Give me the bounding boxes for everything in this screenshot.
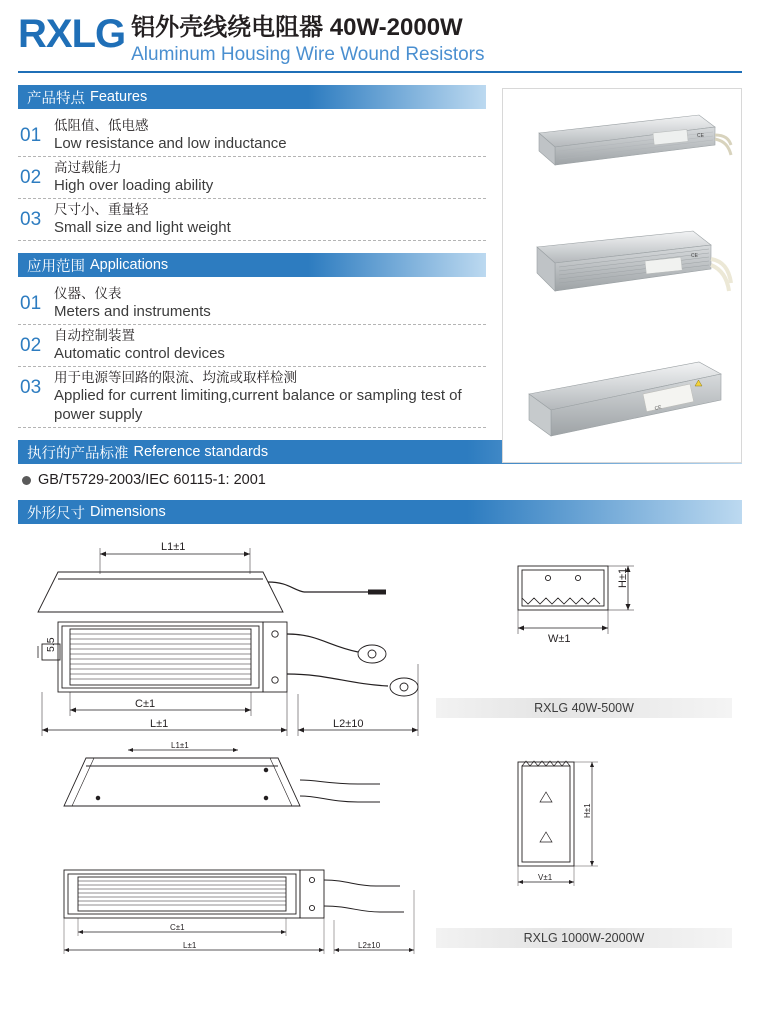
- list-item: [18, 157, 486, 199]
- list-item-text-cn: 用于电源等回路的限流、均流或取样检测: [54, 370, 297, 385]
- caption-large-range: RXLG 1000W-2000W: [436, 928, 732, 948]
- list-item: [18, 115, 486, 157]
- svg-text:CE: CE: [697, 133, 704, 139]
- resistor-image-large: [503, 338, 743, 463]
- features-section-bar: [18, 85, 486, 109]
- brand-logo: RXLG: [18, 12, 126, 56]
- list-item-text-cn: 自动控制装置: [54, 328, 135, 343]
- applications-bar-label-en: Applications: [90, 257, 169, 273]
- list-item-text-en: Applied for current limiting,current balance or sampling test of power supply: [54, 387, 462, 423]
- features-bar-label-cn: 产品特点: [27, 90, 85, 107]
- product-photo-middle: [503, 213, 741, 337]
- list-item-number: 02: [20, 335, 42, 356]
- standards-bar-label-cn: 执行的产品标准: [27, 445, 129, 462]
- dim-label-b-l2: L2±10: [358, 941, 381, 950]
- dim-label-b-l: L±1: [183, 941, 197, 950]
- dimensions-section-bar: [18, 500, 742, 524]
- applications-list: [18, 283, 486, 428]
- list-item-number: 01: [20, 125, 42, 146]
- list-item-text-en: High over loading ability: [54, 177, 214, 194]
- list-item-text-en: Low resistance and low inductance: [54, 135, 287, 152]
- list-item-text-cn: 仪器、仪表: [54, 286, 122, 301]
- list-item-number: 02: [20, 167, 42, 188]
- features-list: [18, 115, 486, 241]
- page-title-en: Aluminum Housing Wire Wound Resistors: [131, 44, 485, 65]
- dim-label-b-c1: C±1: [170, 923, 185, 932]
- list-item-text-cn: 尺寸小、重量轻: [54, 202, 149, 217]
- list-item: [18, 325, 486, 367]
- list-item-number: 03: [20, 377, 42, 398]
- page-title-cn: 铝外壳线绕电阻器 40W-2000W: [131, 14, 463, 41]
- dim-label-5-5: 5.5: [45, 637, 57, 652]
- list-item: [18, 199, 486, 241]
- drawing-small-resistor-side-view: [488, 548, 678, 668]
- applications-section-bar: [18, 253, 486, 277]
- dim-label-b-v1: V±1: [538, 873, 553, 882]
- drawing-large-resistor-views: [28, 740, 448, 970]
- list-item-text-en: Small size and light weight: [54, 219, 231, 236]
- product-photo-bottom: [503, 338, 741, 462]
- standards-value: GB/T5729-2003/IEC 60115-1: 2001: [38, 472, 266, 488]
- resistor-image-finned: [503, 213, 743, 338]
- dim-label-h1: H±1: [617, 567, 629, 588]
- caption-small-range: RXLG 40W-500W: [436, 698, 732, 718]
- dim-label-l1-top: L1±1: [161, 541, 186, 553]
- header-divider: [18, 71, 742, 73]
- dimensions-bar-label-en: Dimensions: [90, 504, 166, 520]
- product-photo-panel: [502, 88, 742, 463]
- list-item-text-en: Automatic control devices: [54, 345, 225, 362]
- list-item-text-en: Meters and instruments: [54, 303, 211, 320]
- list-item-text-cn: 低阻值、低电感: [54, 118, 149, 133]
- list-item: [18, 283, 486, 325]
- drawing-large-resistor-side-view: [488, 740, 678, 910]
- dim-label-c1: C±1: [135, 698, 156, 710]
- dimensions-bar-label-cn: 外形尺寸: [27, 505, 85, 522]
- applications-bar-label-cn: 应用范围: [27, 258, 85, 275]
- dimension-drawings: [18, 530, 742, 985]
- dim-label-b-h1: H±1: [583, 803, 592, 818]
- dim-label-b-l1: L1±1: [171, 741, 189, 750]
- resistor-image-angled: [503, 89, 743, 214]
- product-photo-top: [503, 89, 741, 213]
- dim-label-w1: W±1: [548, 633, 571, 645]
- standards-value-row: [18, 472, 742, 488]
- dim-label-l1-bottom: L±1: [150, 718, 169, 730]
- drawing-small-resistor-views: [28, 534, 448, 764]
- svg-text:CE: CE: [691, 253, 698, 260]
- dim-label-l2: L2±10: [333, 718, 364, 730]
- list-item-number: 03: [20, 209, 42, 230]
- list-item: [18, 367, 486, 428]
- list-item-text-cn: 高过载能力: [54, 160, 122, 175]
- list-item-number: 01: [20, 293, 42, 314]
- svg-text:CE: CE: [654, 404, 663, 412]
- bullet-icon: [22, 476, 31, 485]
- features-bar-label-en: Features: [90, 89, 148, 105]
- page-header: [18, 0, 742, 73]
- standards-bar-label-en: Reference standards: [133, 444, 269, 460]
